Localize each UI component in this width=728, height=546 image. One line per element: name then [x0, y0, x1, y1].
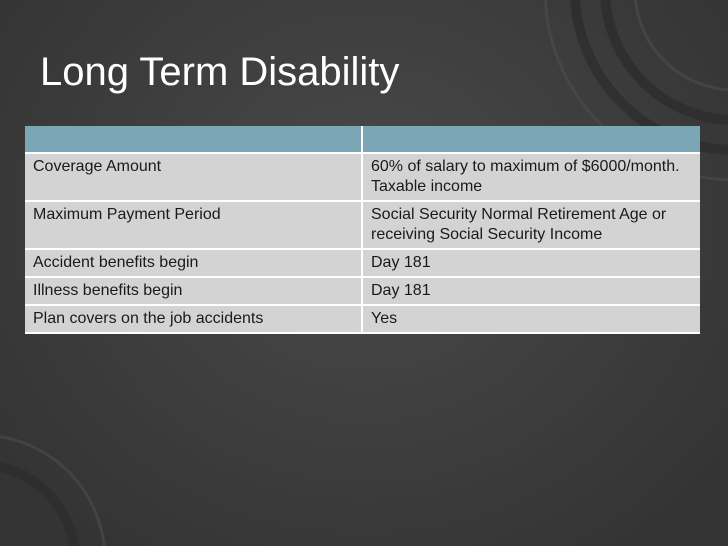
table-row [25, 249, 700, 277]
table-row-value: Day 181 [362, 249, 700, 277]
table-row-label: Maximum Payment Period [25, 201, 362, 249]
table-row-value: Yes [362, 305, 700, 333]
table-row-value: 60% of salary to maximum of $6000/month. Taxable income [362, 153, 700, 201]
table-row [25, 277, 700, 305]
table-row-value: Social Security Normal Retirement Age or receiving Social Security Income [362, 201, 700, 249]
disability-table [25, 126, 700, 334]
table-header-cell [25, 126, 362, 153]
table-header-row [25, 126, 700, 153]
table-row [25, 305, 700, 333]
table-row [25, 153, 700, 201]
table-row-label: Accident benefits begin [25, 249, 362, 277]
table-header-cell [362, 126, 700, 153]
slide-title: Long Term Disability [40, 50, 400, 94]
table-row-label: Illness benefits begin [25, 277, 362, 305]
table-row-label: Coverage Amount [25, 153, 362, 201]
table-row-value: Day 181 [362, 277, 700, 305]
table-row [25, 201, 700, 249]
table-row-label: Plan covers on the job accidents [25, 305, 362, 333]
